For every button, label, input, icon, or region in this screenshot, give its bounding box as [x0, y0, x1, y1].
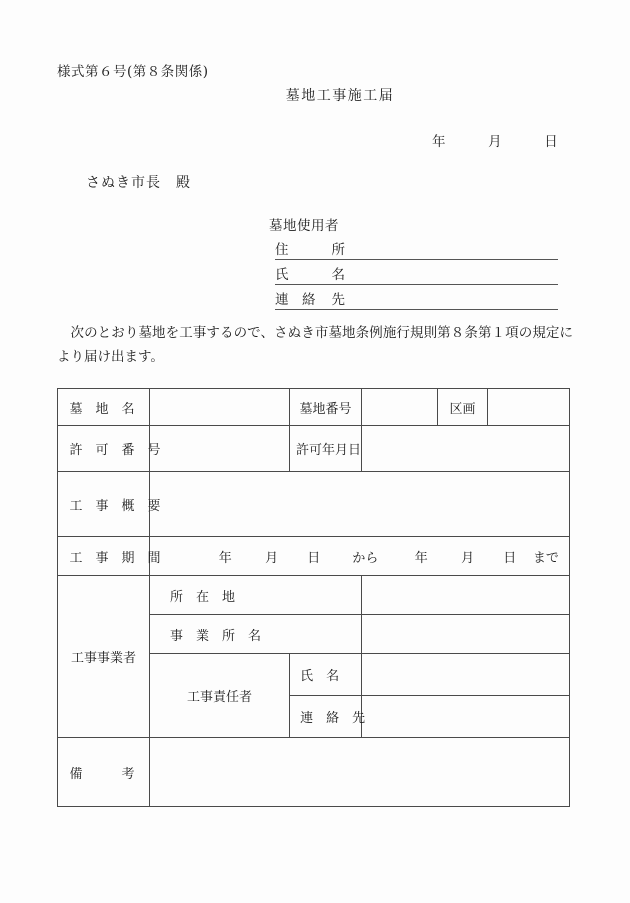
cemetery-section-input[interactable]	[488, 389, 570, 426]
cemetery-name-label	[58, 389, 150, 426]
applicant-address-label-a: 住	[275, 242, 289, 258]
work-period-label	[58, 537, 161, 576]
permit-number-label-text: 許 可 番 号	[69, 443, 161, 458]
permit-date-input[interactable]	[362, 426, 570, 472]
applicant-block	[265, 214, 558, 310]
applicant-address-row	[265, 238, 558, 260]
contractor-office-label-text: 事 業 所 名	[169, 628, 261, 644]
contractor-label: 工事事業者	[58, 576, 150, 738]
contractor-location-label	[150, 576, 362, 615]
manager-name-label-text: 氏 名	[300, 669, 340, 684]
manager-contact-label	[290, 696, 366, 738]
contractor-office-input[interactable]	[362, 615, 570, 654]
cemetery-name-label-text: 墓 地 名	[69, 401, 135, 417]
permit-number-input[interactable]	[150, 426, 290, 472]
cemetery-name-input[interactable]	[150, 389, 290, 426]
manager-name-input[interactable]	[362, 654, 570, 696]
table-row-remarks	[58, 738, 570, 807]
contractor-office-label	[150, 615, 362, 654]
applicant-contact-input[interactable]	[351, 292, 558, 310]
manager-contact-label-text: 連 絡 先	[300, 711, 366, 726]
applicant-name-label-a: 氏	[275, 267, 289, 283]
manager-name-label	[290, 654, 362, 696]
work-period-label-text: 工 事 期 間	[69, 550, 161, 566]
table-row-permit	[58, 426, 570, 472]
table-row-outline	[58, 472, 570, 537]
applicant-name-input[interactable]	[351, 267, 558, 285]
table-row-contractor-location	[58, 576, 570, 615]
remarks-input[interactable]	[150, 738, 570, 807]
body-paragraph: 次のとおり墓地を工事するので、さぬき市墓地条例施行規則第８条第１項の規定により届け出ます。	[57, 325, 573, 365]
table-row-period	[58, 537, 570, 576]
applicant-name-label	[275, 263, 351, 285]
period-end-month: 月	[461, 550, 475, 566]
work-period-input[interactable]	[150, 537, 570, 576]
period-end-day: 日	[503, 550, 517, 566]
applicant-name-label-b: 名	[331, 267, 345, 283]
applicant-contact-label-b: 先	[331, 292, 345, 308]
work-period-line	[156, 547, 563, 566]
form-number: 様式第６号(第８条関係)	[57, 64, 209, 80]
applicant-contact-label-a: 連 絡	[275, 292, 316, 308]
applicant-contact-row	[265, 288, 558, 310]
table-row-cemetery	[58, 389, 570, 426]
applicant-address-label	[275, 238, 351, 260]
applicant-contact-label	[275, 288, 351, 310]
applicant-heading: 墓地使用者	[269, 218, 339, 234]
cemetery-number-input[interactable]	[362, 389, 438, 426]
page-title: 墓地工事施工届	[285, 88, 395, 104]
date-month-label: 月	[488, 134, 502, 150]
period-end-year: 年	[414, 550, 428, 566]
work-outline-label	[58, 472, 161, 537]
work-manager-label: 工事責任者	[150, 654, 290, 738]
permit-date-label: 許可年月日	[290, 426, 362, 472]
cemetery-section-label: 区画	[438, 389, 488, 426]
period-start-month: 月	[265, 550, 279, 566]
manager-contact-input[interactable]	[362, 696, 570, 738]
application-details-table	[57, 388, 570, 807]
remarks-label-text: 備 考	[69, 766, 135, 782]
permit-number-label	[58, 426, 161, 472]
date-year-label: 年	[432, 134, 446, 150]
submission-date-line	[432, 130, 558, 150]
cemetery-number-label: 墓地番号	[290, 389, 362, 426]
work-outline-label-text: 工 事 概 要	[69, 498, 161, 514]
addressee: さぬき市長 殿	[86, 175, 191, 191]
period-start-day: 日	[307, 550, 321, 566]
date-day-label: 日	[544, 134, 558, 150]
period-from-label: から	[352, 550, 379, 566]
contractor-location-input[interactable]	[362, 576, 570, 615]
work-outline-input[interactable]	[150, 472, 570, 537]
remarks-label	[58, 738, 150, 807]
period-start-year: 年	[218, 550, 232, 566]
period-to-label: まで	[532, 550, 559, 566]
applicant-address-label-b: 所	[331, 242, 345, 258]
applicant-address-input[interactable]	[351, 242, 558, 260]
applicant-name-row	[265, 263, 558, 285]
contractor-location-label-text: 所 在 地	[169, 589, 235, 605]
